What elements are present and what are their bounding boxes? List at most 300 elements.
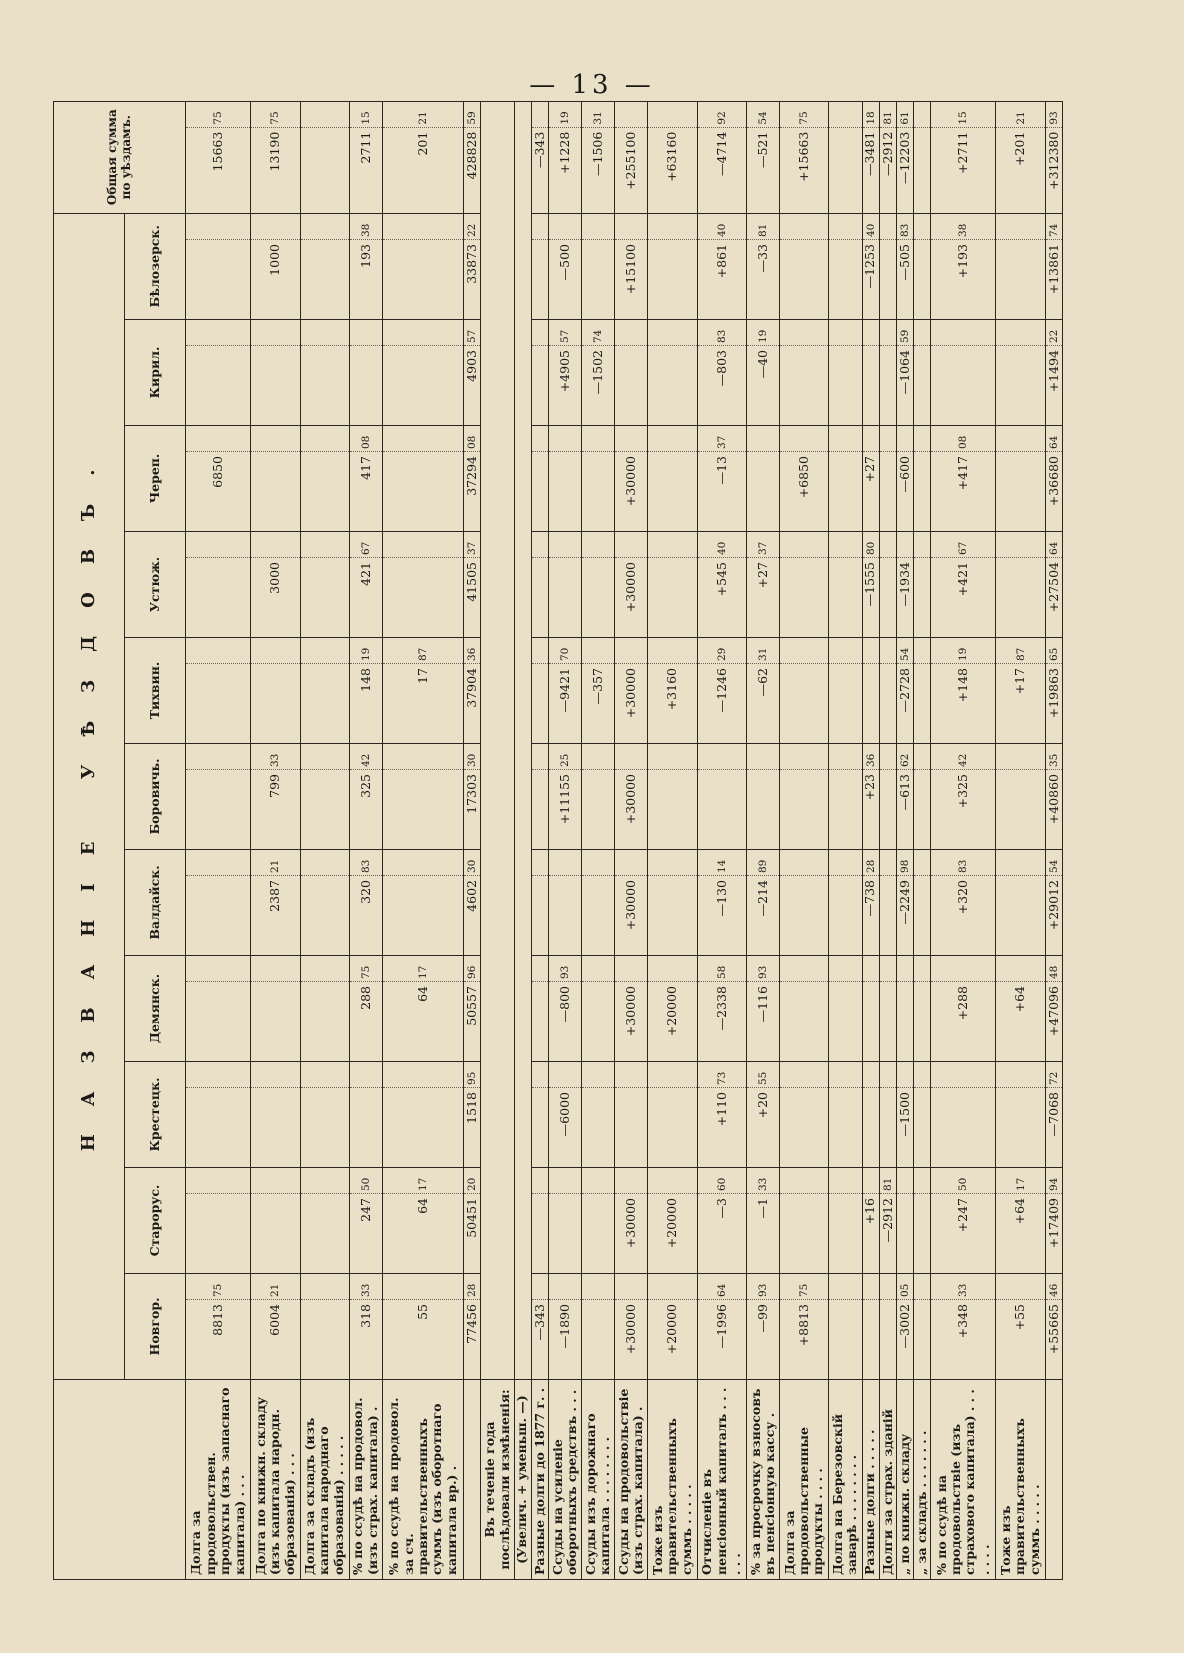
cell-kopecks: [186, 1168, 251, 1194]
row-label: Долга за складъ (изъ капитала народнаго образованія) . . . . .: [300, 1380, 349, 1580]
cell-rubles: [829, 1088, 862, 1168]
cell-kopecks: 17: [382, 956, 463, 982]
total-rubles: +63160: [648, 127, 697, 213]
cell-rubles: +55: [996, 1300, 1045, 1380]
cell-kopecks: 42: [349, 744, 382, 770]
cell-rubles: [251, 1088, 300, 1168]
cell-kopecks: [914, 213, 931, 239]
header-corner: [54, 1380, 186, 1580]
total-rubles: +2711: [931, 127, 996, 213]
cell-kopecks: [548, 1168, 581, 1194]
cell-kopecks: 95: [464, 1062, 481, 1088]
cell-kopecks: [862, 1168, 879, 1194]
cell-rubles: +1494: [1045, 346, 1062, 426]
total-kopecks: [829, 101, 862, 127]
table-row: [931, 101, 996, 1579]
cell-kopecks: [648, 426, 697, 452]
cell-kopecks: 87: [996, 638, 1045, 664]
cell-kopecks: [829, 1062, 862, 1088]
cell-kopecks: 75: [780, 1274, 829, 1300]
cell-kopecks: [531, 956, 548, 982]
total-rubles: —1506: [582, 127, 615, 213]
cell-kopecks: [879, 638, 896, 664]
table-row: [382, 101, 463, 1579]
total-kopecks: 61: [896, 101, 913, 127]
cell-kopecks: 31: [746, 638, 779, 664]
cell-kopecks: [531, 532, 548, 558]
cell-kopecks: [780, 638, 829, 664]
total-kopecks: 81: [879, 101, 896, 127]
cell-kopecks: [879, 1062, 896, 1088]
cell-rubles: —1934: [896, 558, 913, 638]
cell-kopecks: [382, 850, 463, 876]
cell-rubles: 6850: [186, 452, 251, 532]
cell-rubles: +20: [746, 1088, 779, 1168]
cell-kopecks: [251, 1062, 300, 1088]
cell-rubles: 4602: [464, 876, 481, 956]
cell-kopecks: [996, 1274, 1045, 1300]
table-row: [746, 101, 779, 1579]
total-rubles: —343: [531, 127, 548, 213]
cell-rubles: +29012: [1045, 876, 1062, 956]
total-kopecks: 15: [931, 101, 996, 127]
cell-rubles: 421: [349, 558, 382, 638]
cell-kopecks: 60: [697, 1168, 746, 1194]
cell-kopecks: 29: [697, 638, 746, 664]
cell-rubles: [531, 558, 548, 638]
cell-kopecks: [615, 532, 648, 558]
cell-rubles: 320: [349, 876, 382, 956]
cell-kopecks: 33: [251, 744, 300, 770]
cell-kopecks: [780, 213, 829, 239]
cell-rubles: [582, 876, 615, 956]
cell-rubles: —600: [896, 452, 913, 532]
cell-rubles: [780, 240, 829, 320]
total-rubles: —4714: [697, 127, 746, 213]
row-label: % по ссудѣ на продовол. (изъ страх. капитала) .: [349, 1380, 382, 1580]
district-header: Бѣлозерск.: [125, 213, 186, 319]
cell-kopecks: [746, 426, 779, 452]
cell-kopecks: 55: [746, 1062, 779, 1088]
cell-kopecks: 30: [464, 744, 481, 770]
cell-rubles: 417: [349, 452, 382, 532]
cell-rubles: 41505: [464, 558, 481, 638]
cell-kopecks: [531, 320, 548, 346]
cell-kopecks: 54: [896, 638, 913, 664]
row-label: Долга за продовольственные продукты . . . .: [780, 1380, 829, 1580]
cell-kopecks: [862, 638, 879, 664]
cell-rubles: +36680: [1045, 452, 1062, 532]
cell-kopecks: 72: [1045, 1062, 1062, 1088]
cell-kopecks: 57: [464, 320, 481, 346]
cell-kopecks: 25: [548, 744, 581, 770]
cell-kopecks: [251, 320, 300, 346]
cell-rubles: [862, 664, 879, 744]
cell-kopecks: [300, 532, 349, 558]
cell-rubles: 318: [349, 1300, 382, 1380]
cell-kopecks: 93: [746, 1274, 779, 1300]
cell-rubles: [829, 1194, 862, 1274]
cell-kopecks: [780, 956, 829, 982]
cell-rubles: [996, 876, 1045, 956]
cell-kopecks: 64: [1045, 532, 1062, 558]
cell-kopecks: [531, 426, 548, 452]
cell-kopecks: [382, 532, 463, 558]
cell-kopecks: [548, 532, 581, 558]
cell-rubles: [879, 876, 896, 956]
cell-kopecks: [648, 956, 697, 982]
table-row: [251, 101, 300, 1579]
total-kopecks: [914, 101, 931, 127]
cell-kopecks: [996, 850, 1045, 876]
cell-rubles: 1000: [251, 240, 300, 320]
cell-rubles: —3002: [896, 1300, 913, 1380]
cell-kopecks: 74: [1045, 213, 1062, 239]
cell-kopecks: 89: [746, 850, 779, 876]
cell-kopecks: 37: [746, 532, 779, 558]
cell-rubles: [186, 240, 251, 320]
total-kopecks: 21: [382, 101, 463, 127]
cell-kopecks: [186, 638, 251, 664]
cell-rubles: [582, 558, 615, 638]
cell-kopecks: 54: [1045, 850, 1062, 876]
cell-kopecks: 74: [582, 320, 615, 346]
rotated-table-container: [53, 109, 1063, 1580]
cell-rubles: —1502: [582, 346, 615, 426]
table-row: [697, 101, 746, 1579]
cell-rubles: +417: [931, 452, 996, 532]
cell-rubles: [914, 1088, 931, 1168]
total-kopecks: [648, 101, 697, 127]
cell-rubles: 55: [382, 1300, 463, 1380]
cell-rubles: [349, 346, 382, 426]
table-row: [548, 101, 581, 1579]
cell-rubles: [914, 876, 931, 956]
row-label: Ссуды на продовольствіе (изъ страх. капитала) .: [615, 1380, 648, 1580]
cell-rubles: +247: [931, 1194, 996, 1274]
cell-kopecks: [896, 426, 913, 452]
cell-rubles: +30000: [615, 452, 648, 532]
total-kopecks: 75: [186, 101, 251, 127]
cell-kopecks: 98: [896, 850, 913, 876]
row-label: % по ссудѣ на продовол. за сч. правительственныхъ суммъ (изъ оборотнаго капитала вр.) .: [382, 1380, 463, 1580]
cell-rubles: 3000: [251, 558, 300, 638]
section-spacer: [514, 101, 531, 1379]
cell-rubles: 325: [349, 770, 382, 850]
cell-rubles: [251, 664, 300, 744]
cell-rubles: +325: [931, 770, 996, 850]
cell-kopecks: [531, 850, 548, 876]
cell-kopecks: [582, 1168, 615, 1194]
cell-kopecks: [648, 744, 697, 770]
total-rubles: 201: [382, 127, 463, 213]
cell-kopecks: 48: [1045, 956, 1062, 982]
cell-kopecks: [382, 1062, 463, 1088]
cell-rubles: [879, 452, 896, 532]
cell-kopecks: [862, 426, 879, 452]
cell-kopecks: [879, 850, 896, 876]
total-rubles: —2912: [879, 127, 896, 213]
cell-rubles: [914, 1300, 931, 1380]
total-rubles: —3481: [862, 127, 879, 213]
cell-rubles: [582, 1194, 615, 1274]
table-row: [582, 101, 615, 1579]
cell-rubles: +30000: [615, 664, 648, 744]
cell-rubles: [382, 558, 463, 638]
district-finance-table: [53, 101, 1063, 1580]
cell-kopecks: [300, 1062, 349, 1088]
cell-rubles: +27: [746, 558, 779, 638]
cell-kopecks: [896, 1062, 913, 1088]
cell-kopecks: [548, 213, 581, 239]
cell-rubles: +193: [931, 240, 996, 320]
cell-kopecks: [996, 532, 1045, 558]
cell-rubles: [996, 240, 1045, 320]
cell-kopecks: 33: [931, 1274, 996, 1300]
cell-kopecks: [862, 320, 879, 346]
cell-kopecks: [349, 1062, 382, 1088]
cell-rubles: [879, 770, 896, 850]
cell-rubles: —613: [896, 770, 913, 850]
cell-kopecks: 19: [746, 320, 779, 346]
row-label: % по ссудѣ на продовольствіе (изъ страхового капитала) . . . . . . .: [931, 1380, 996, 1580]
cell-rubles: [300, 1300, 349, 1380]
cell-rubles: —2912: [879, 1194, 896, 1274]
cell-kopecks: [382, 1274, 463, 1300]
cell-kopecks: [251, 638, 300, 664]
section-legend: (Увелич. + уменьш. —): [514, 1380, 531, 1580]
page-number: — 13 —: [529, 70, 655, 100]
cell-kopecks: [648, 320, 697, 346]
cell-kopecks: [914, 1062, 931, 1088]
cell-kopecks: [186, 956, 251, 982]
cell-rubles: —62: [746, 664, 779, 744]
cell-rubles: [697, 770, 746, 850]
cell-rubles: +6850: [780, 452, 829, 532]
total-rubles: +201: [996, 127, 1045, 213]
cell-rubles: [829, 558, 862, 638]
total-rubles: [300, 127, 349, 213]
cell-rubles: —13: [697, 452, 746, 532]
cell-kopecks: [648, 1168, 697, 1194]
cell-kopecks: [300, 1274, 349, 1300]
cell-rubles: —130: [697, 876, 746, 956]
cell-rubles: +30000: [615, 558, 648, 638]
cell-kopecks: 17: [996, 1168, 1045, 1194]
cell-rubles: [996, 452, 1045, 532]
table-row: [879, 101, 896, 1579]
cell-rubles: [582, 452, 615, 532]
cell-kopecks: 19: [349, 638, 382, 664]
cell-kopecks: [582, 744, 615, 770]
cell-kopecks: 73: [697, 1062, 746, 1088]
cell-rubles: +16: [862, 1194, 879, 1274]
cell-kopecks: [829, 532, 862, 558]
cell-rubles: —1246: [697, 664, 746, 744]
cell-kopecks: [914, 744, 931, 770]
cell-kopecks: [996, 1062, 1045, 1088]
cell-rubles: [548, 1194, 581, 1274]
cell-rubles: [251, 1194, 300, 1274]
cell-rubles: [382, 770, 463, 850]
row-label: Ссуды на усиленіе оборотныхъ средствъ . . .: [548, 1380, 581, 1580]
cell-kopecks: [829, 213, 862, 239]
cell-rubles: +20000: [648, 1194, 697, 1274]
cell-kopecks: [300, 320, 349, 346]
cell-rubles: [300, 664, 349, 744]
cell-rubles: —3: [697, 1194, 746, 1274]
cell-kopecks: 50: [349, 1168, 382, 1194]
cell-rubles: [300, 982, 349, 1062]
cell-rubles: [300, 240, 349, 320]
cell-rubles: +861: [697, 240, 746, 320]
section-spacer: [481, 101, 514, 1379]
cell-rubles: 64: [382, 1194, 463, 1274]
cell-kopecks: [531, 1062, 548, 1088]
cell-kopecks: 21: [251, 850, 300, 876]
cell-kopecks: 35: [1045, 744, 1062, 770]
total-kopecks: 15: [349, 101, 382, 127]
cell-rubles: [780, 982, 829, 1062]
cell-kopecks: [862, 1274, 879, 1300]
cell-kopecks: [829, 850, 862, 876]
cell-kopecks: [896, 532, 913, 558]
cell-rubles: [548, 452, 581, 532]
rotated-table: [53, 109, 1063, 1580]
cell-kopecks: [548, 426, 581, 452]
cell-kopecks: [548, 1274, 581, 1300]
cell-rubles: [648, 876, 697, 956]
cell-kopecks: [879, 532, 896, 558]
cell-rubles: [615, 346, 648, 426]
cell-rubles: +348: [931, 1300, 996, 1380]
cell-kopecks: 36: [464, 638, 481, 664]
total-rubles: 13190: [251, 127, 300, 213]
cell-rubles: [251, 982, 300, 1062]
cell-kopecks: [829, 1274, 862, 1300]
cell-rubles: [914, 770, 931, 850]
cell-kopecks: 05: [896, 1274, 913, 1300]
cell-kopecks: 21: [251, 1274, 300, 1300]
cell-kopecks: [879, 744, 896, 770]
cell-kopecks: [914, 1168, 931, 1194]
cell-kopecks: [829, 1168, 862, 1194]
cell-rubles: +3160: [648, 664, 697, 744]
cell-kopecks: [531, 638, 548, 664]
cell-rubles: [996, 558, 1045, 638]
cell-kopecks: 40: [862, 213, 879, 239]
cell-kopecks: 08: [464, 426, 481, 452]
cell-kopecks: 38: [349, 213, 382, 239]
cell-rubles: 247: [349, 1194, 382, 1274]
district-header: Череп.: [125, 426, 186, 532]
cell-kopecks: 80: [862, 532, 879, 558]
cell-rubles: —7068: [1045, 1088, 1062, 1168]
cell-kopecks: 81: [879, 1168, 896, 1194]
cell-rubles: [879, 664, 896, 744]
table-row: [531, 101, 548, 1579]
cell-kopecks: 37: [464, 532, 481, 558]
cell-kopecks: [615, 850, 648, 876]
cell-kopecks: [615, 1168, 648, 1194]
cell-rubles: [879, 1300, 896, 1380]
cell-rubles: [780, 1088, 829, 1168]
cell-rubles: +47096: [1045, 982, 1062, 1062]
cell-rubles: —1555: [862, 558, 879, 638]
total-rubles: [914, 127, 931, 213]
cell-kopecks: [879, 956, 896, 982]
cell-kopecks: [996, 213, 1045, 239]
cell-kopecks: [186, 320, 251, 346]
cell-rubles: +320: [931, 876, 996, 956]
cell-rubles: [251, 452, 300, 532]
cell-rubles: [914, 240, 931, 320]
cell-kopecks: [829, 744, 862, 770]
cell-rubles: +4905: [548, 346, 581, 426]
cell-rubles: [914, 558, 931, 638]
cell-kopecks: [531, 1168, 548, 1194]
cell-rubles: [382, 876, 463, 956]
cell-kopecks: [780, 850, 829, 876]
total-kopecks: [531, 101, 548, 127]
cell-rubles: [780, 876, 829, 956]
cell-rubles: [879, 1088, 896, 1168]
cell-rubles: —1: [746, 1194, 779, 1274]
cell-kopecks: [780, 426, 829, 452]
cell-rubles: +288: [931, 982, 996, 1062]
cell-kopecks: 08: [931, 426, 996, 452]
cell-rubles: 77456: [464, 1300, 481, 1380]
cell-kopecks: [615, 213, 648, 239]
cell-kopecks: [780, 1168, 829, 1194]
cell-kopecks: [251, 532, 300, 558]
cell-rubles: [914, 982, 931, 1062]
cell-kopecks: [931, 956, 996, 982]
cell-rubles: 17303: [464, 770, 481, 850]
total-rubles: +1228: [548, 127, 581, 213]
cell-rubles: [879, 346, 896, 426]
cell-rubles: [531, 1194, 548, 1274]
cell-kopecks: 40: [697, 532, 746, 558]
header-main-title: НАЗВАНІЕ УѢЗДОВЪ.: [54, 213, 125, 1379]
district-header: Кирил.: [125, 320, 186, 426]
cell-rubles: +27: [862, 452, 879, 532]
cell-rubles: —99: [746, 1300, 779, 1380]
cell-kopecks: 28: [464, 1274, 481, 1300]
cell-kopecks: [531, 213, 548, 239]
total-kopecks: 75: [251, 101, 300, 127]
cell-rubles: [382, 240, 463, 320]
sum-row: [464, 101, 481, 1579]
cell-kopecks: 96: [464, 956, 481, 982]
cell-rubles: [186, 770, 251, 850]
cell-rubles: [582, 1088, 615, 1168]
cell-kopecks: [996, 320, 1045, 346]
district-header: Демянск.: [125, 956, 186, 1062]
cell-rubles: [582, 1300, 615, 1380]
cell-kopecks: 28: [862, 850, 879, 876]
row-label: Долга по книжн. складу (изъ капитала народн. образованія) . . .: [251, 1380, 300, 1580]
cell-kopecks: [697, 744, 746, 770]
cell-kopecks: [615, 744, 648, 770]
cell-kopecks: 30: [464, 850, 481, 876]
cell-rubles: [829, 452, 862, 532]
total-kopecks: 54: [746, 101, 779, 127]
cell-rubles: [896, 1194, 913, 1274]
cell-rubles: [862, 346, 879, 426]
cell-rubles: [829, 240, 862, 320]
cell-rubles: 17: [382, 664, 463, 744]
